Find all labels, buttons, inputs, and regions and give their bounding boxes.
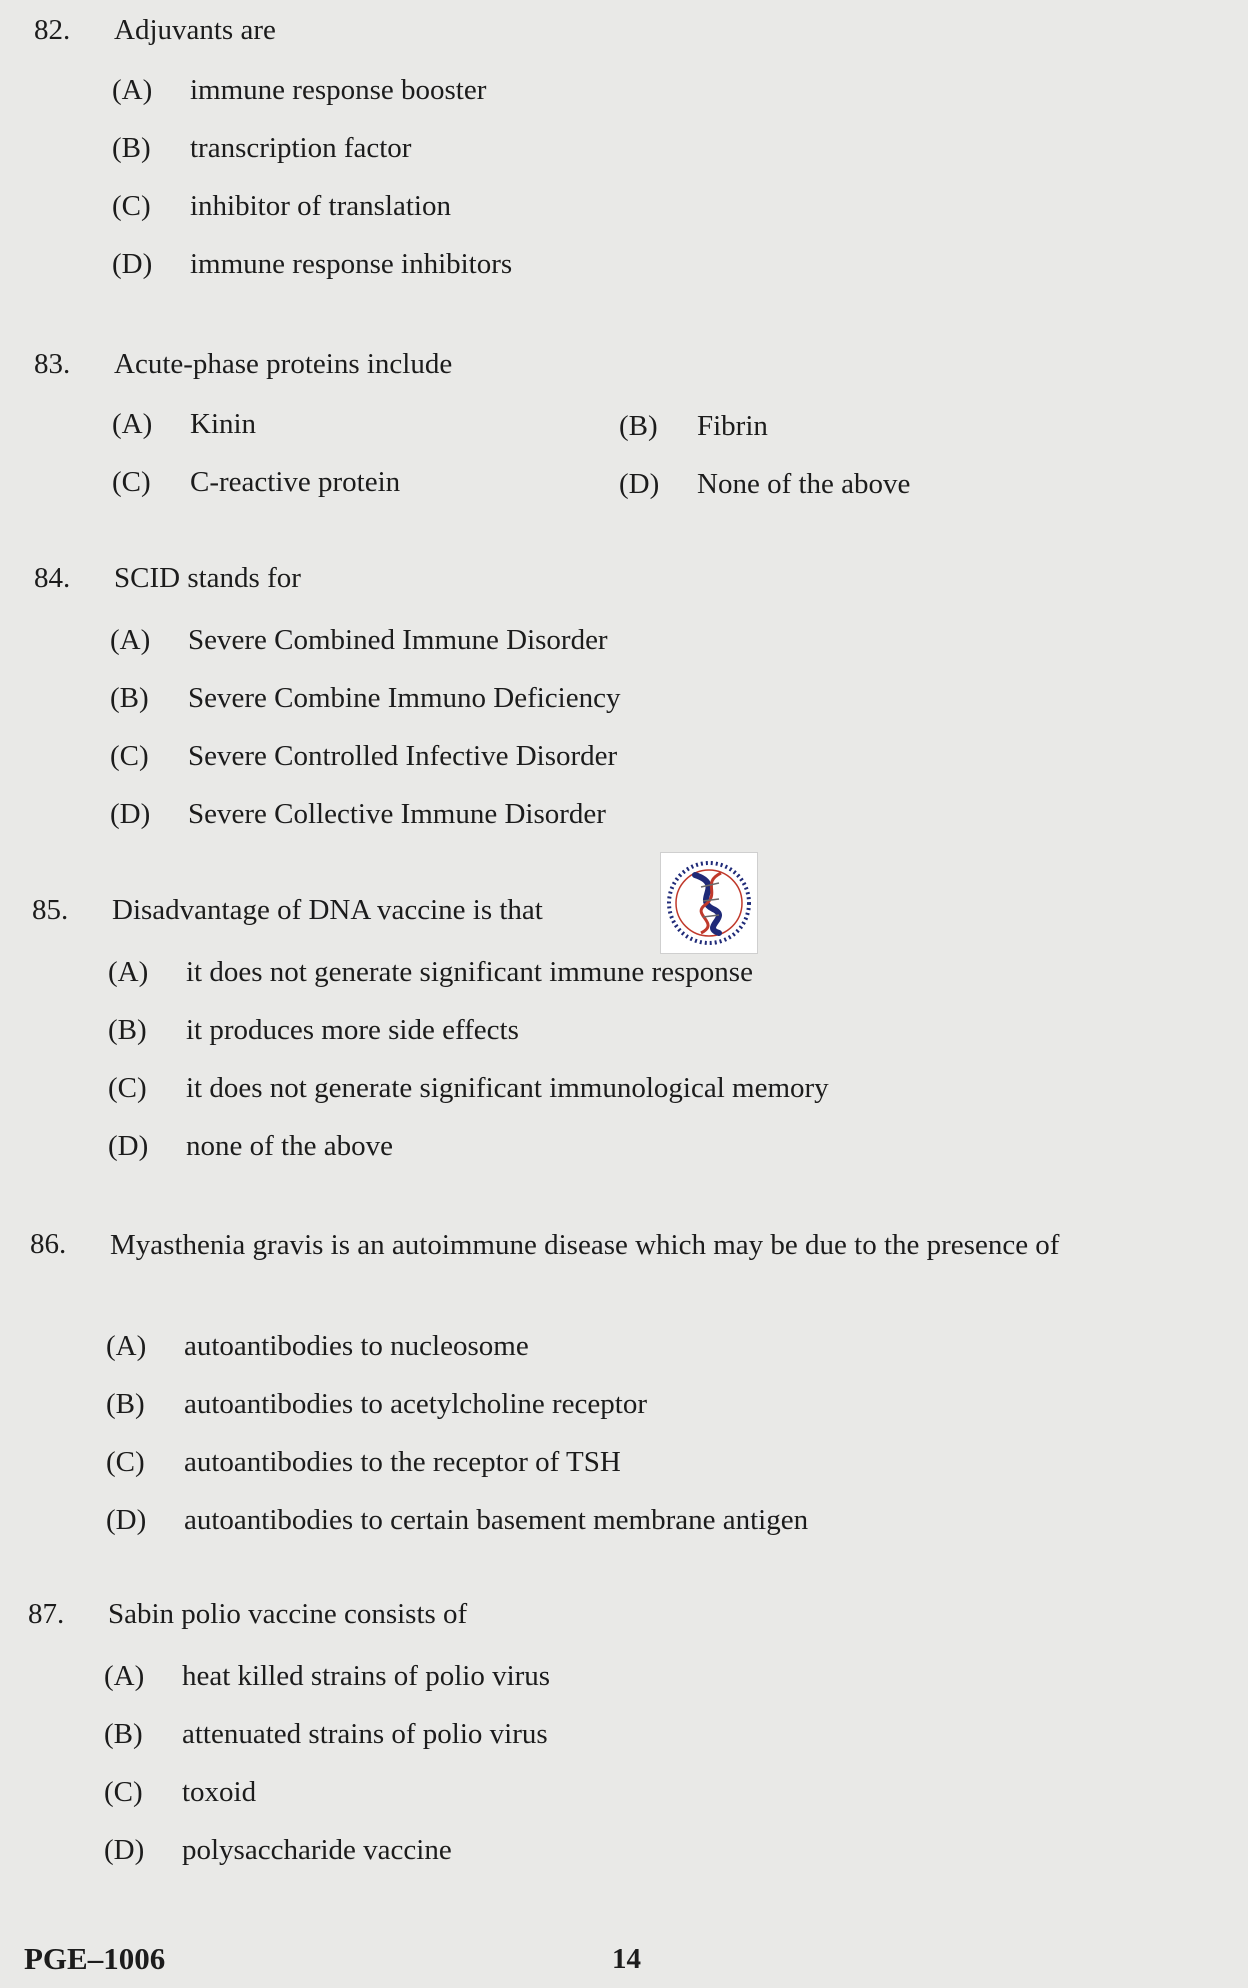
option-label: (B) [106,1388,145,1420]
option-label: (B) [108,1014,147,1046]
dna-logo-graphic [661,853,757,953]
option-text: Severe Combine Immuno Deficiency [188,682,621,714]
option-text: immune response inhibitors [190,248,513,280]
question-number: 86. [30,1228,67,1260]
question-number: 83. [34,348,71,380]
option-text: Fibrin [697,410,768,442]
option-text: Severe Collective Immune Disorder [188,798,606,830]
option-text: C-reactive protein [190,466,401,498]
option-label: (A) [106,1330,147,1362]
option-text: immune response booster [190,74,487,106]
option-text: Severe Combined Immune Disorder [188,624,608,656]
option-text: polysaccharide vaccine [182,1834,452,1866]
option-label: (D) [108,1130,149,1162]
option-label: (A) [104,1660,145,1692]
option-text: inhibitor of translation [190,190,451,222]
option-label: (D) [110,798,151,830]
option-label: (C) [112,466,151,498]
option-text: heat killed strains of polio virus [182,1660,551,1692]
option-text: None of the above [697,468,911,500]
option-label: (C) [104,1776,143,1808]
option-text: attenuated strains of polio virus [182,1718,548,1750]
option-label: (D) [619,468,660,500]
option-text: transcription factor [190,132,412,164]
question-number: 85. [32,894,69,926]
option-text: it produces more side effects [186,1014,519,1046]
option-label: (B) [112,132,151,164]
paper-code: PGE–1006 [24,1941,166,1976]
option-label: (A) [112,74,153,106]
question-text: Myasthenia gravis is an autoimmune disease which may be due to the presence of [110,1229,1060,1261]
question-text: Adjuvants are [114,14,276,46]
question-number: 82. [34,14,71,46]
option-text: Kinin [190,408,257,440]
option-text: it does not generate significant immune response [186,956,753,988]
dna-logo-icon [660,852,758,954]
option-label: (B) [104,1718,143,1750]
question-text: Sabin polio vaccine consists of [108,1598,468,1630]
option-text: it does not generate significant immunological memory [186,1072,829,1104]
option-label: (D) [104,1834,145,1866]
option-label: (A) [108,956,149,988]
question-86 [30,1226,1240,1306]
option-label: (D) [112,248,153,280]
option-label: (C) [112,190,151,222]
option-label: (C) [108,1072,147,1104]
option-label: (D) [106,1504,147,1536]
option-text: autoantibodies to acetylcholine receptor [184,1388,648,1420]
option-label: (C) [110,740,149,772]
page-number: 14 [612,1943,641,1975]
option-label: (B) [110,682,149,714]
option-text: toxoid [182,1776,257,1808]
option-label: (A) [112,408,153,440]
option-text: autoantibodies to nucleosome [184,1330,529,1362]
option-text: autoantibodies to the receptor of TSH [184,1446,621,1478]
question-text: Disadvantage of DNA vaccine is that [112,894,543,926]
option-text: none of the above [186,1130,393,1162]
question-number: 87. [28,1598,65,1630]
option-label: (C) [106,1446,145,1478]
question-text: Acute-phase proteins include [114,348,453,380]
option-text: autoantibodies to certain basement membrane antigen [184,1504,809,1536]
question-text: SCID stands for [114,562,301,594]
option-label: (A) [110,624,151,656]
option-label: (B) [619,410,658,442]
question-number: 84. [34,562,71,594]
option-text: Severe Controlled Infective Disorder [188,740,618,772]
